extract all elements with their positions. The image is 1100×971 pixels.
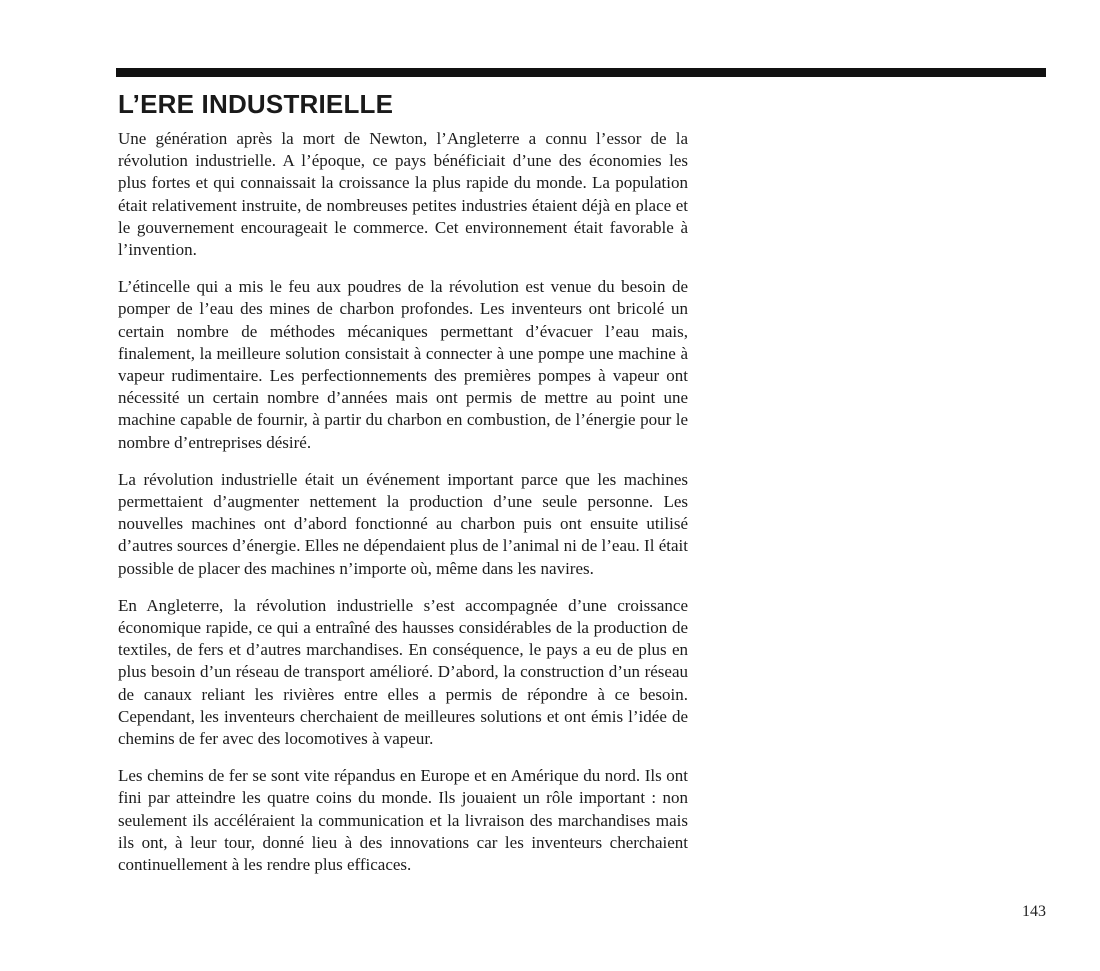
paragraph-2: L’étincelle qui a mis le feu aux poudres de la révolution est venue du besoin de pomper de l’eau des mines de charbon profondes. Les inventeurs ont bricolé un certain nombre de méthodes mécaniques permettant d’évacuer l’eau mais, finalement, la meilleure solution consistait à connecter à une pompe une machine à vapeur rudimentaire. Les perfectionnements des premières pompes à vapeur ont nécessité un certain nombre d’années mais ont permis de mettre au point une machine capable de fournir, à partir du charbon en combustion, de l’énergie pour le nombre d’entreprises désiré. <box>118 277 688 452</box>
paragraph-4: En Angleterre, la révolution industrielle s’est accompagnée d’une croissance économique rapide, ce qui a entraîné des hausses considérables de la production de textiles, de fers et d’autres marchandises. En conséquence, le pays a eu de plus en plus besoin d’un réseau de transport amélioré. D’abord, la construction d’un réseau de canaux reliant les rivières entre elles a permis de répondre à ce besoin. Cependant, les inventeurs cherchaient de meilleures solutions et ont émis l’idée de chemins de fer avec des locomotives à vapeur. <box>118 595 688 749</box>
page-title: L’ERE INDUSTRIELLE <box>118 89 394 119</box>
page-number: 143 <box>1022 903 1046 920</box>
paragraph-1: Une génération après la mort de Newton, l’Angleterre a connu l’essor de la révolution industrielle. A l’époque, ce pays bénéficiait d’une des économies les plus fortes et qui connaissait la croissance la plus rapide du monde. La population était relativement instruite, de nombreuses petites industries étaient déjà en place et le gouvernement encourageait le commerce. Cet environnement était favorable à l’invention. <box>118 129 688 260</box>
header-rule <box>116 68 1046 77</box>
body-text <box>118 128 688 891</box>
paragraph-3: La révolution industrielle était un événement important parce que les machines permettaient d’augmenter nettement la production d’une seule personne. Les nouvelles machines ont d’abord fonctionné au charbon puis ont ensuite utilisé d’autres sources d’énergie. Elles ne dépendaient plus de l’animal ni de l’eau. Il était possible de placer des machines n’importe où, même dans les navires. <box>118 469 688 578</box>
paragraph-5: Les chemins de fer se sont vite répandus en Europe et en Amérique du nord. Ils ont fini par atteindre les quatre coins du monde. Ils jouaient un rôle important : non seulement ils accéléraient la communication et la livraison des marchandises mais ils ont, à leur tour, donné lieu à des innovations car les inventeurs cherchaient continuellement à les rendre plus efficaces. <box>118 766 688 875</box>
